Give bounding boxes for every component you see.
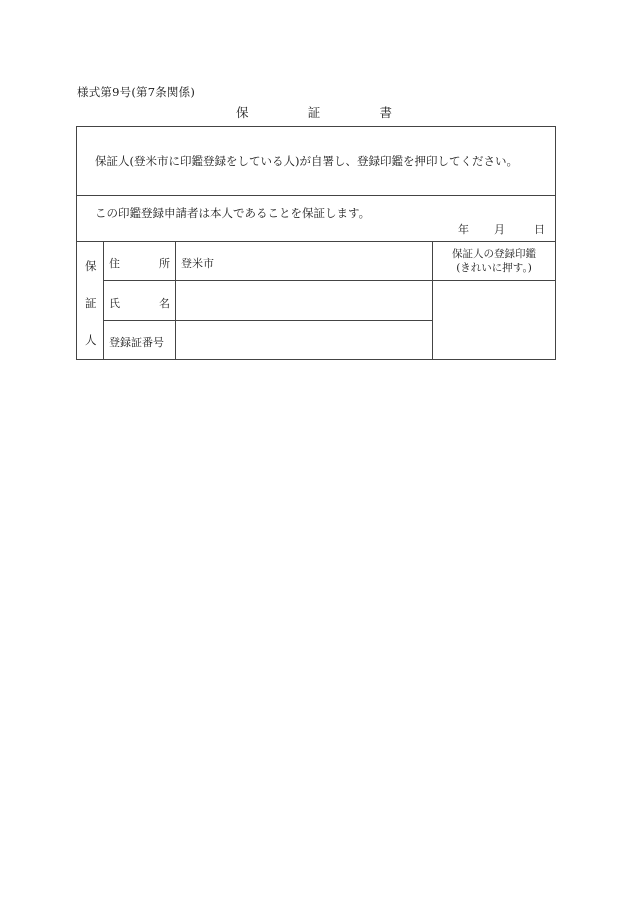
form-number-label: 様式第9号(第7条関係) [77, 85, 196, 99]
name-label [109, 295, 170, 311]
document-title [236, 103, 392, 121]
guarantor-side-char-2: 証 [85, 296, 97, 310]
date-year-label: 年 [458, 223, 469, 236]
address-field[interactable]: 登米市 [181, 257, 214, 270]
name-field[interactable] [181, 295, 429, 311]
address-label [109, 255, 170, 271]
guarantor-side-label [77, 242, 104, 360]
document-title-char-1: 保 [236, 105, 249, 120]
request-instruction-text: 保証人(登米市に印鑑登録をしている人)が自署し、登録印鑑を押印してください。 [95, 154, 518, 168]
date-day-label: 日 [534, 223, 545, 236]
name-label-char-2: 名 [159, 297, 170, 310]
address-label-char-2: 所 [159, 257, 170, 270]
address-label-char-1: 住 [109, 257, 120, 270]
guarantee-form-table [76, 126, 556, 360]
divider-name-row [103, 320, 433, 321]
date-field[interactable] [458, 221, 545, 237]
guarantee-statement-section [77, 196, 555, 242]
seal-header-line-2: (きれいに押す。) [456, 262, 532, 274]
guarantor-side-char-1: 保 [85, 259, 97, 273]
registration-number-label: 登録証番号 [109, 336, 164, 349]
registration-number-field[interactable] [181, 334, 429, 350]
seal-header-line-1: 保証人の登録印鑑 [452, 248, 536, 260]
document-title-char-2: 証 [307, 105, 321, 120]
divider-row-labels [175, 241, 176, 360]
name-label-char-1: 氏 [109, 297, 120, 310]
seal-stamp-area[interactable] [433, 281, 555, 359]
request-instruction-section [77, 127, 555, 196]
guarantor-side-char-3: 人 [85, 333, 97, 347]
guarantee-statement-text: この印鑑登録申請者は本人であることを保証します。 [95, 206, 371, 220]
date-month-label: 月 [494, 223, 505, 236]
document-title-char-3: 書 [379, 105, 392, 120]
seal-header [433, 247, 555, 275]
